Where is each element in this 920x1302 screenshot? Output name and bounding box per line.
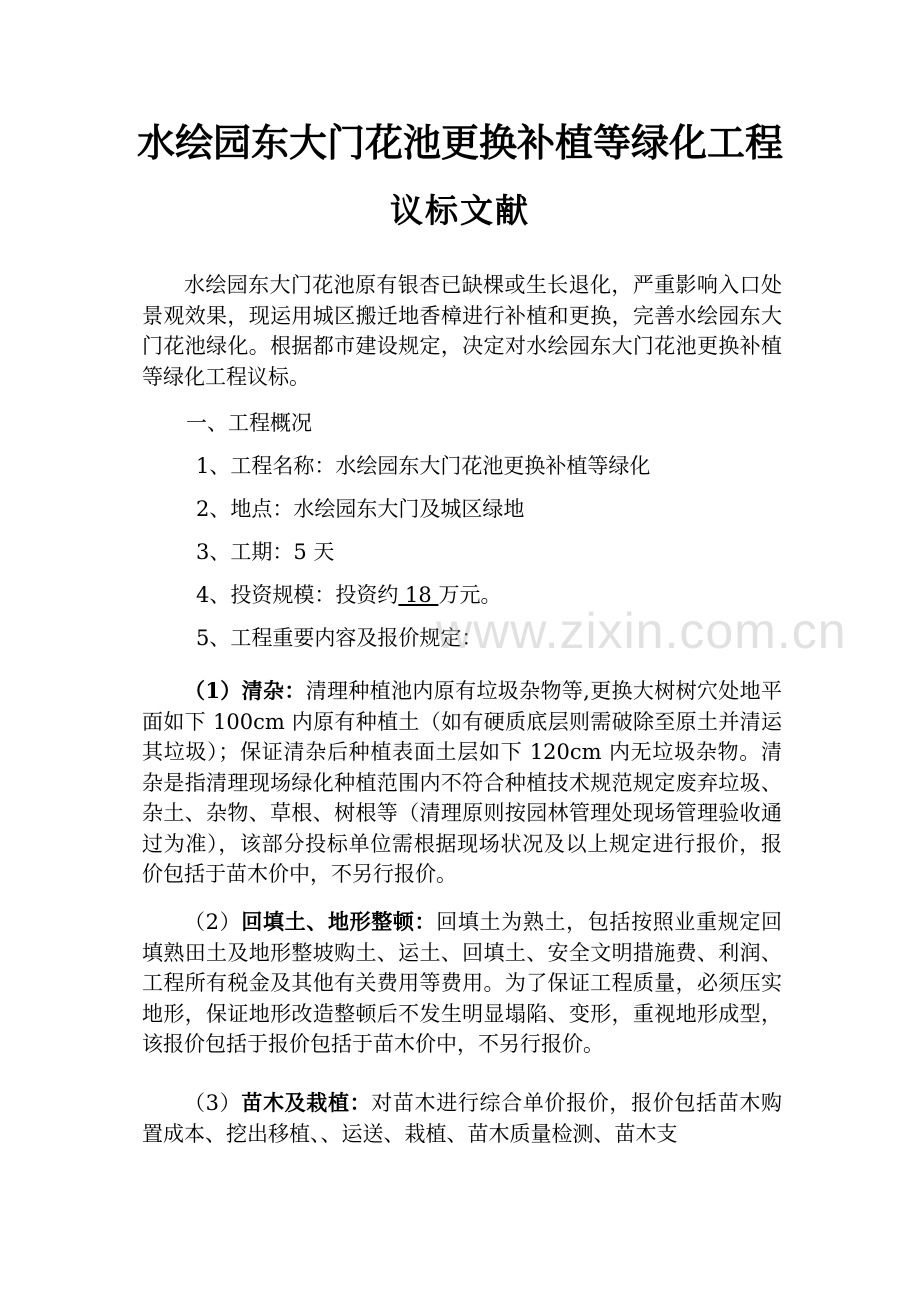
clause-clearing-text: 清理种植池内原有垃圾杂物等,更换大树树穴处地平面如下 100cm 内原有种植土（如有硬质底层则需破除至原土并清运其垃圾）；保证清杂后种植表面土层如下 120cm 内无垃圾杂物。清杂是指清理现场绿化种植范围内不符合种植技术规范规定废弃垃圾、杂土、杂物、草根、树根等（清理原则按园林管理处现场管理验收通过为准），该部分投标单位需根据现场状况及以上规定进行报价，报价包括于苗木价中，不另行报价。	[142, 679, 782, 886]
overview-item-duration: 3、工期：5 天	[196, 540, 335, 564]
site-watermark: www.zixin.com.cn	[436, 603, 847, 659]
section-heading-overview: 一、工程概况	[186, 411, 312, 435]
overview-item-location: 2、地点：水绘园东大门及城区绿地	[196, 497, 525, 521]
clause-clearing	[142, 676, 782, 890]
clause-backfill	[142, 907, 782, 1060]
investment-prefix: 4、投资规模：投资约	[196, 583, 399, 607]
clause-clearing-label: （1）清杂：	[184, 678, 306, 703]
overview-item-name: 1、工程名称：水绘园东大门花池更换补植等绿化	[196, 454, 651, 478]
intro-paragraph: 水绘园东大门花池原有银杏已缺棵或生长退化，严重影响入口处景观效果，现运用城区搬迁地香樟进行补植和更换，完善水绘园东大门花池绿化。根据都市建设规定，决定对水绘园东大门花池更换补植等绿化工程议标。	[142, 273, 782, 389]
investment-amount: 18	[398, 583, 439, 607]
document-title: 水绘园东大门花池更换补植等绿化工程	[136, 120, 783, 165]
clause-planting-label: 苗木及栽植：	[241, 1090, 372, 1115]
clause-backfill-label: 回填土、地形整顿：	[241, 909, 437, 934]
clause-planting-number: （3）	[184, 1091, 242, 1115]
overview-item-investment	[196, 580, 501, 610]
investment-suffix: 万元。	[438, 583, 502, 607]
clause-backfill-text: 回填土为熟土，包括按照业重规定回填熟田土及地形整坡购土、运土、回填土、安全文明措施费、利润、工程所有税金及其他有关费用等费用。为了保证工程质量，必须压实地形，保证地形改造整顿后不发生明显塌陷、变形，重视地形成型，该报价包括于报价包括于苗木价中，不另行报价。	[142, 910, 782, 1056]
clause-backfill-number: （2）	[184, 910, 242, 934]
clause-planting	[142, 1088, 782, 1149]
clause-planting-text: 对苗木进行综合单价报价，报价包括苗木购置成本、挖出移植、、运送、栽植、苗木质量检测、苗木支	[142, 1091, 782, 1146]
overview-item-content: 5、工程重要内容及报价规定：	[196, 626, 483, 650]
document-subtitle: 议标文献	[390, 191, 530, 230]
